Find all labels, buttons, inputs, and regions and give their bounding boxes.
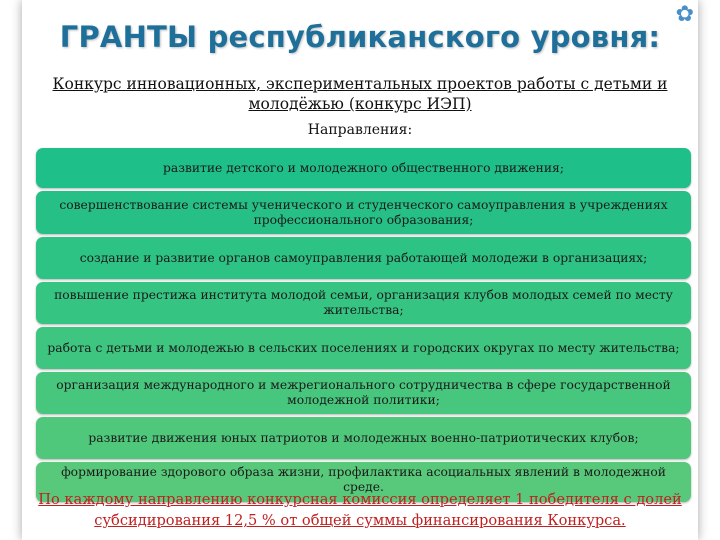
direction-item: организация международного и межрегионального сотрудничества в сфере государственной молодежной политики; [36,372,691,414]
slide-title: ГРАНТЫ республиканского уровня: [59,20,661,54]
direction-item: повышение престижа института молодой семьи, организация клубов молодых семей по месту жительства; [36,282,691,324]
direction-item: совершенствование системы ученического и студенческого самоуправления в учреждениях профессионального образования; [36,191,691,234]
direction-item: формирование здорового образа жизни, профилактика асоциальных явлений в молодежной среде. [36,462,691,502]
corner-ornament-icon: ✿ [675,2,694,27]
direction-item: развитие детского и молодежного общественного движения; [36,148,691,188]
direction-item: создание и развитие органов самоуправления работающей молодежи в организациях; [36,237,691,279]
direction-item: работа с детьми и молодежью в сельских поселениях и городских округах по месту жительства; [36,327,691,369]
directions-label: Направления: [307,122,413,138]
direction-item: развитие движения юных патриотов и молодежных военно-патриотических клубов; [36,417,691,459]
slide-subtitle: Конкурс инновационных, экспериментальных проектов работы с детьми и молодёжью (конкурс ИЭП) [52,75,668,113]
footnote-text: По каждому направлению конкурсная комиссия определяет 1 победителя с долей субсидирования 12,5 % от общей суммы финансирования Конкурса. [38,491,682,529]
